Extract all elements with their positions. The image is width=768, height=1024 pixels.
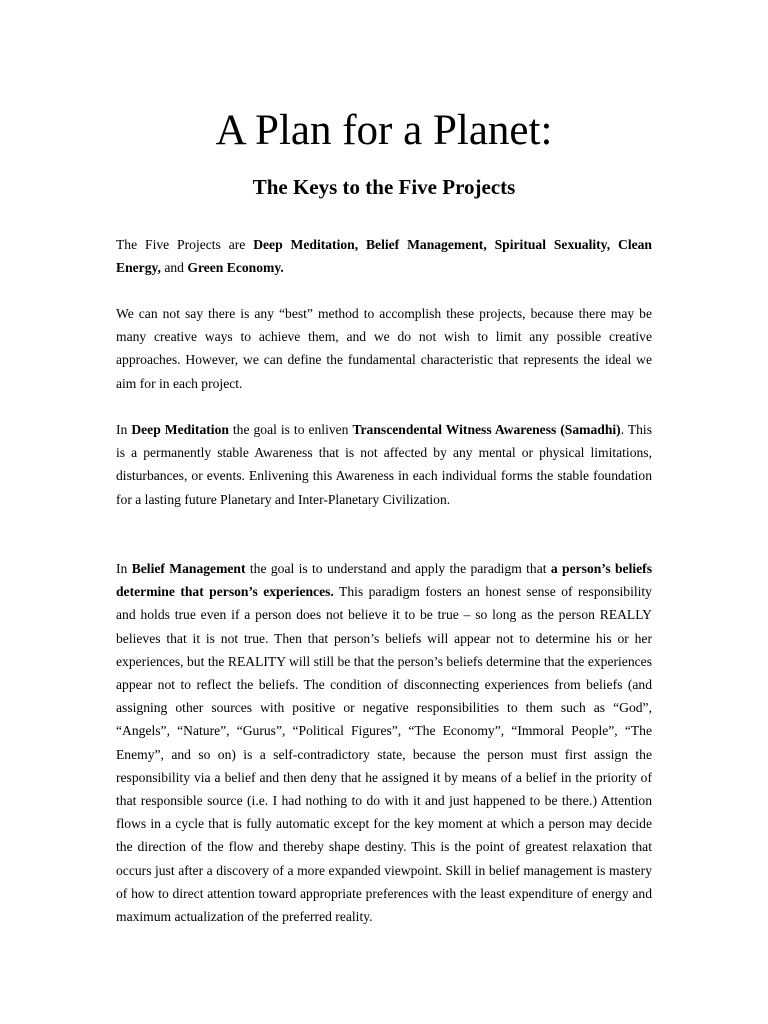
document-title: A Plan for a Planet: [215, 107, 553, 154]
p1-text-1: The Five Projects are [116, 237, 254, 252]
paragraph-best-method [116, 302, 652, 395]
p4-bold-paradigm: a person’s beliefs determine that person’s experiences. [116, 561, 652, 600]
paragraph-five-projects [116, 233, 652, 279]
p4-text-3: This paradigm fosters an honest sense of responsibility and holds true even if a person does not believe it to be true – so long as the person REALLY believes that it is not true. Then that person’s beliefs will appear not to determine his or her experiences, but the REALITY will still be that the person’s beliefs determine that the experiences appear not to reflect the beliefs. The condition of disconnecting experiences from beliefs (and assigning other sources with positive or negative responsibilities to them such as “God”, “Angels”, “Nature”, “Gurus”, “Political Figures”, “The Economy”, “Immoral People”, “The Enemy”, and so on) is a self-contradictory state, because the person must first assign the responsibility via a belief and then deny that he assigned it by means of a belief in the priority of that responsible source (i.e. I had nothing to do with it and just happened to be there.) Attention flows in a cycle that is fully automatic except for the key moment at which a person may decide the direction of the flow and thereby shape destiny. This is the point of greatest relaxation that occurs just after a discovery of a more expanded viewpoint. Skill in belief management is mastery of how to direct attention toward appropriate preferences with the least expenditure of energy and maximum actualization of the preferred reality. [116, 584, 652, 925]
p3-bold-samadhi: Transcendental Witness Awareness (Samadhi) [352, 422, 621, 437]
p1-bold-projects: Deep Meditation, Belief Management, Spiritual Sexuality, Clean Energy, [116, 237, 652, 276]
p4-bold-belief-management: Belief Management [131, 561, 246, 576]
p2-text: We can not say there is any “best” method to accomplish these projects, because there may be many creative ways to achieve them, and we do not wish to limit any possible creative approaches. However, we can define the fundamental characteristic that represents the ideal we aim for in each project. [116, 306, 652, 391]
p1-bold-green-economy: Green Economy. [187, 260, 284, 276]
p1-text-2: and [160, 260, 188, 276]
p3-text-2: the goal is to enliven [228, 422, 353, 437]
paragraph-deep-meditation [116, 418, 652, 511]
p3-text-1: In [116, 422, 132, 437]
p4-text-2: the goal is to understand and apply the paradigm that [245, 561, 551, 576]
paragraph-belief-management [116, 557, 652, 928]
document-subtitle: The Keys to the Five Projects [252, 175, 516, 199]
p3-bold-deep-meditation: Deep Meditation [131, 422, 229, 437]
p3-text-3: . This is a permanently stable Awareness that is not affected by any mental or physical limitations, disturbances, or events. Enlivening this Awareness in each individual forms the stable foundation for a lasting future Planetary and Inter-Planetary Civilization. [116, 422, 652, 507]
p4-text-1: In [116, 561, 132, 576]
